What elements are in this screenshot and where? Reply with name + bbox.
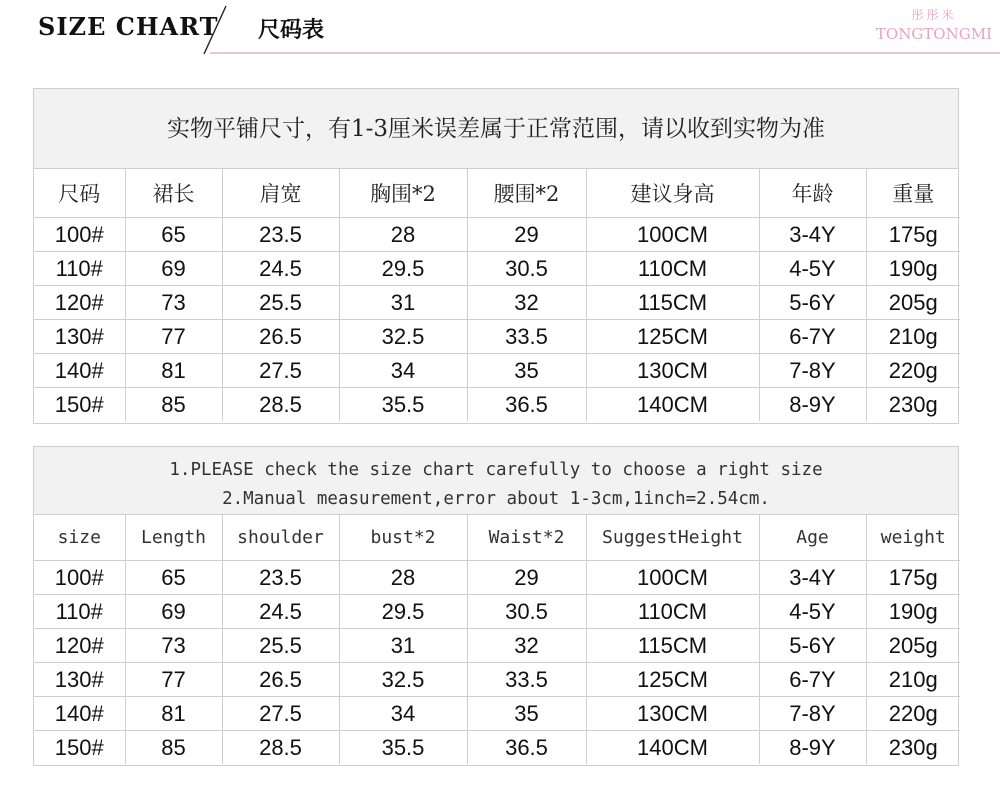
table-cell: 23.5: [222, 561, 339, 595]
table-cell: 140#: [34, 354, 125, 388]
table-cell: 5-6Y: [759, 286, 866, 320]
table-cell: 35: [467, 354, 586, 388]
table-cell: 4-5Y: [759, 252, 866, 286]
table-cell: 140CM: [586, 731, 759, 765]
table-cell: 28.5: [222, 388, 339, 422]
table-cell: 110#: [34, 252, 125, 286]
table-row: [34, 663, 960, 697]
table-row: [34, 388, 960, 422]
table-cell: 7-8Y: [759, 354, 866, 388]
brand-name-cn: 彤彤米: [911, 8, 957, 22]
column-header: 重量: [866, 169, 960, 218]
table-cell: 140CM: [586, 388, 759, 422]
column-header: 年龄: [759, 169, 866, 218]
column-header: weight: [866, 515, 960, 561]
table-cell: 28.5: [222, 731, 339, 765]
note-line-2: 2.Manual measurement,error about 1-3cm,1inch=2.54cm.: [222, 489, 770, 509]
column-header: 胸围*2: [339, 169, 467, 218]
table-cell: 28: [339, 561, 467, 595]
table-cell: 120#: [34, 286, 125, 320]
table-cell: 140#: [34, 697, 125, 731]
title-en: SIZE CHART: [38, 12, 219, 41]
table-cell: 35.5: [339, 388, 467, 422]
table-cell: 130#: [34, 320, 125, 354]
size-table-en: [33, 446, 959, 766]
table-cell: 205g: [866, 629, 960, 663]
table-cell: 36.5: [467, 388, 586, 422]
table-cell: 24.5: [222, 595, 339, 629]
table-cell: 100#: [34, 218, 125, 252]
table-row: [34, 697, 960, 731]
table-cell: 32.5: [339, 663, 467, 697]
table-cell: 32: [467, 629, 586, 663]
column-header: 裙长: [125, 169, 222, 218]
table-cell: 73: [125, 286, 222, 320]
measurement-note-cn: 实物平铺尺寸，有1-3厘米误差属于正常范围，请以收到实物为准: [34, 89, 958, 169]
table-cell: 23.5: [222, 218, 339, 252]
table-cell: 73: [125, 629, 222, 663]
table-cell: 26.5: [222, 663, 339, 697]
table-cell: 85: [125, 388, 222, 422]
table-cell: 100CM: [586, 561, 759, 595]
table-cell: 120#: [34, 629, 125, 663]
table-cell: 4-5Y: [759, 595, 866, 629]
table-cell: 100#: [34, 561, 125, 595]
table-row: [34, 252, 960, 286]
table-cell: 33.5: [467, 320, 586, 354]
measurement-note-en: [34, 447, 958, 515]
table-cell: 28: [339, 218, 467, 252]
table-cell: 110CM: [586, 252, 759, 286]
title-cn: 尺码表: [258, 17, 325, 43]
table-row: [34, 629, 960, 663]
table-row: [34, 595, 960, 629]
table-cell: 125CM: [586, 320, 759, 354]
table-cell: 77: [125, 320, 222, 354]
column-header: size: [34, 515, 125, 561]
table-cell: 110#: [34, 595, 125, 629]
column-header: Length: [125, 515, 222, 561]
column-header: 尺码: [34, 169, 125, 218]
table-cell: 29: [467, 218, 586, 252]
size-grid-en: [34, 515, 960, 764]
table-cell: 77: [125, 663, 222, 697]
table-cell: 32.5: [339, 320, 467, 354]
size-grid-cn: [34, 169, 960, 421]
table-cell: 34: [339, 354, 467, 388]
column-header: 建议身高: [586, 169, 759, 218]
table-row: [34, 320, 960, 354]
table-cell: 5-6Y: [759, 629, 866, 663]
column-header: 肩宽: [222, 169, 339, 218]
table-row: [34, 218, 960, 252]
column-header: SuggestHeight: [586, 515, 759, 561]
column-header: bust*2: [339, 515, 467, 561]
column-header: Waist*2: [467, 515, 586, 561]
table-cell: 7-8Y: [759, 697, 866, 731]
table-cell: 8-9Y: [759, 731, 866, 765]
column-header: Age: [759, 515, 866, 561]
table-cell: 25.5: [222, 286, 339, 320]
table-cell: 27.5: [222, 354, 339, 388]
table-cell: 81: [125, 354, 222, 388]
table-cell: 6-7Y: [759, 320, 866, 354]
table-cell: 3-4Y: [759, 561, 866, 595]
table-cell: 210g: [866, 320, 960, 354]
table-cell: 29: [467, 561, 586, 595]
table-cell: 130CM: [586, 354, 759, 388]
table-row: [34, 286, 960, 320]
table-cell: 33.5: [467, 663, 586, 697]
table-cell: 65: [125, 561, 222, 595]
column-header: shoulder: [222, 515, 339, 561]
table-cell: 205g: [866, 286, 960, 320]
header-row: [34, 169, 960, 218]
table-cell: 31: [339, 629, 467, 663]
page-header: [0, 0, 1000, 62]
table-row: [34, 731, 960, 765]
table-cell: 115CM: [586, 286, 759, 320]
brand-name-en: TONGTONGMI: [875, 25, 992, 43]
table-cell: 26.5: [222, 320, 339, 354]
table-cell: 175g: [866, 218, 960, 252]
table-cell: 32: [467, 286, 586, 320]
table-cell: 8-9Y: [759, 388, 866, 422]
table-row: [34, 561, 960, 595]
table-cell: 210g: [866, 663, 960, 697]
table-cell: 36.5: [467, 731, 586, 765]
table-cell: 175g: [866, 561, 960, 595]
table-cell: 81: [125, 697, 222, 731]
header-divider: [210, 52, 1000, 54]
table-row: [34, 354, 960, 388]
table-cell: 130CM: [586, 697, 759, 731]
table-cell: 35: [467, 697, 586, 731]
table-cell: 190g: [866, 595, 960, 629]
table-cell: 24.5: [222, 252, 339, 286]
table-cell: 230g: [888, 391, 938, 417]
note-line-1: 1.PLEASE check the size chart carefully to choose a right size: [169, 460, 823, 480]
table-cell: 65: [125, 218, 222, 252]
size-table-cn: [33, 88, 959, 424]
table-cell: 85: [125, 731, 222, 765]
table-cell: 115CM: [586, 629, 759, 663]
table-cell: 220g: [866, 697, 960, 731]
table-cell: 35.5: [339, 731, 467, 765]
table-cell: 69: [125, 595, 222, 629]
table-cell: 3-4Y: [759, 218, 866, 252]
table-cell: 31: [339, 286, 467, 320]
table-cell: 25.5: [222, 629, 339, 663]
table-cell: 6-7Y: [759, 663, 866, 697]
table-cell: 27.5: [222, 697, 339, 731]
table-cell: 29.5: [339, 252, 467, 286]
table-cell: 29.5: [339, 595, 467, 629]
brand-logo: [876, 6, 992, 43]
table-cell: 125CM: [586, 663, 759, 697]
table-cell: 150#: [34, 388, 125, 422]
title-divider-slash: [196, 4, 236, 56]
table-cell: 30.5: [467, 252, 586, 286]
table-cell: 190g: [866, 252, 960, 286]
header-row: [34, 515, 960, 561]
table-cell: 34: [339, 697, 467, 731]
table-cell: 100CM: [586, 218, 759, 252]
table-cell: 230g: [888, 734, 938, 760]
table-cell: 130#: [34, 663, 125, 697]
table-cell: 30.5: [467, 595, 586, 629]
table-cell: 110CM: [586, 595, 759, 629]
table-cell: 69: [125, 252, 222, 286]
column-header: 腰围*2: [467, 169, 586, 218]
table-cell: 150#: [34, 731, 125, 765]
table-cell: 220g: [866, 354, 960, 388]
